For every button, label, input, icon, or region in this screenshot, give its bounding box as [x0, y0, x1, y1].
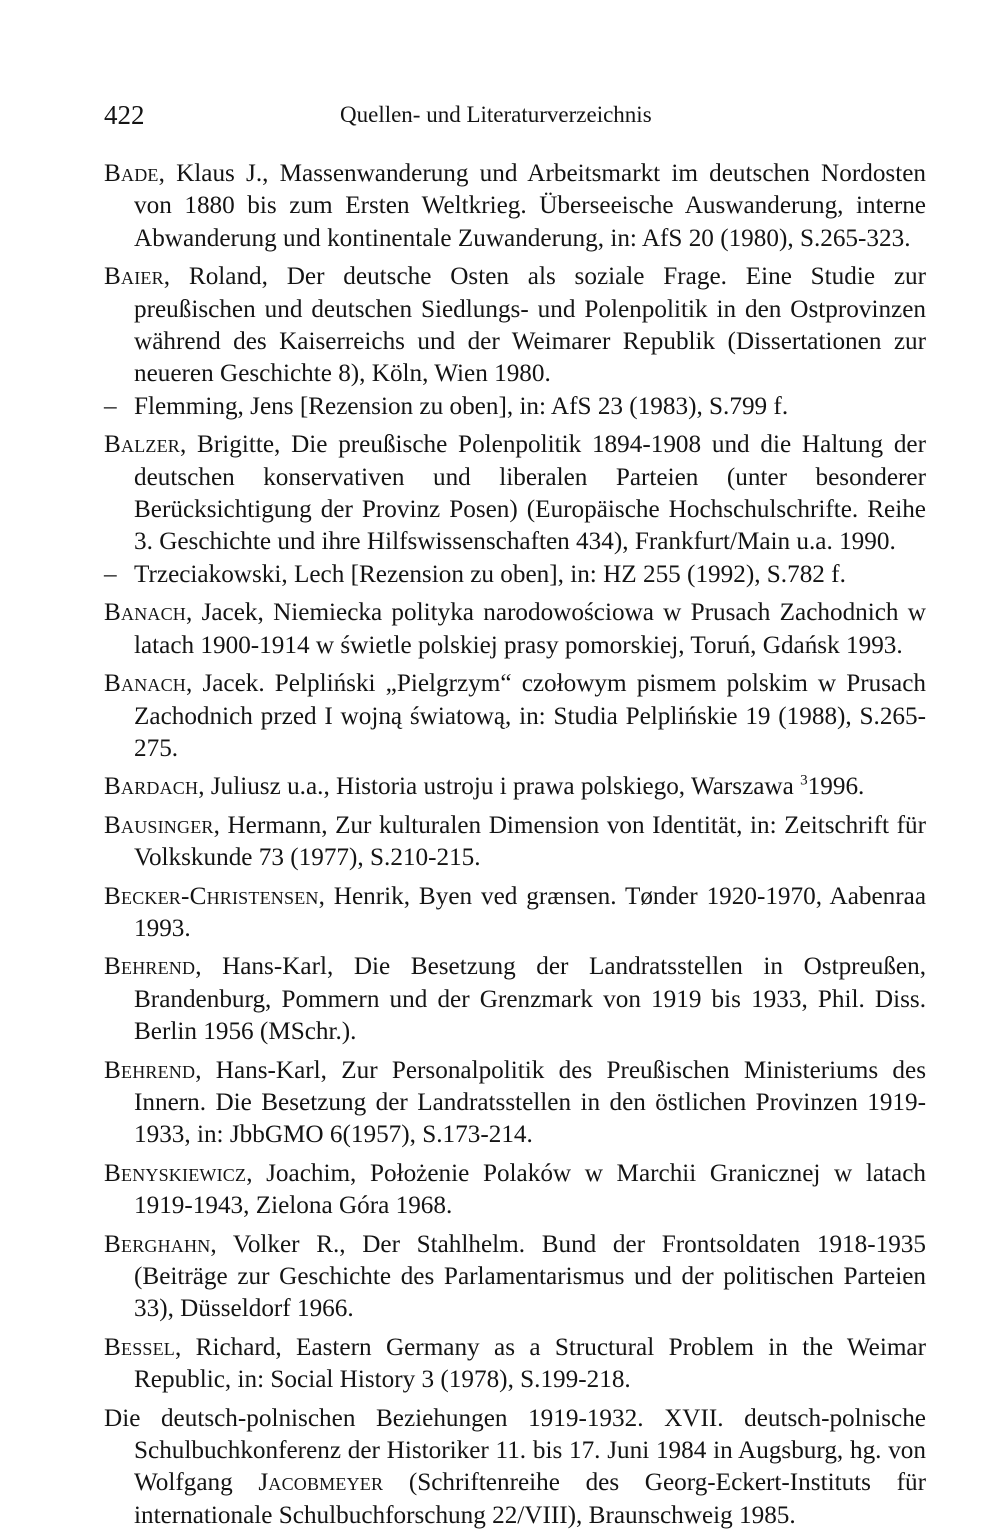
- entry-author: Banach: [104, 599, 187, 627]
- entry-author: Banach: [104, 670, 187, 698]
- entry-text-after: (Schriftenreihe des Georg-Eckert-Instituts für internationale Schulbuchforschung 22/VIII), Braunschweig 1985.: [134, 1469, 927, 1529]
- entry-author: Bausinger: [104, 811, 214, 839]
- entry-text: , Richard, Eastern Germany as a Structural Problem in the Weimar Republic, in: Social History 3 (1978), S.199-218.: [134, 1333, 926, 1394]
- entry-author: Benyskiewicz: [104, 1159, 247, 1187]
- entry-text: Flemming, Jens [Rezension zu oben], in: AfS 23 (1983), S.799 f.: [134, 392, 789, 420]
- entry-editor: Jacobmeyer: [258, 1469, 384, 1497]
- bibliography-entry: [104, 1403, 926, 1533]
- bibliography-entry: [104, 391, 926, 423]
- bibliography-entry: [104, 597, 926, 662]
- entry-author: Bardach: [104, 773, 199, 801]
- entry-author: Baier: [104, 263, 164, 291]
- bibliography-entry: [104, 951, 926, 1048]
- entry-text: , Joachim, Położenie Polaków w Marchii Granicznej w latach 1919-1943, Zielona Góra 1968.: [134, 1159, 926, 1220]
- bibliography-entry: [104, 559, 926, 591]
- entry-dash: –: [104, 392, 117, 420]
- entry-text: , Henrik, Byen ved grænsen. Tønder 1920-1970, Aabenraa 1993.: [134, 882, 926, 942]
- entry-author: Becker-Christensen: [104, 882, 319, 910]
- entry-text: , Jacek. Pelpliński „Pielgrzym“ czołowym pismem polskim w Prusach Zachodnich przed I wojną światową, in: Studia Pelplińskie 19 (1988), S.265-275.: [134, 670, 926, 762]
- running-head: [104, 100, 924, 136]
- bibliography-entry: [104, 1332, 926, 1397]
- entry-text: Die deutsch-polnischen Beziehungen 1919-1932. XVII. deutsch-polnische Schulbuchkonferenz der Historiker 11. bis 17. Juni 1984 in Augsburg, hg. von Wolfgang: [104, 1404, 926, 1497]
- bibliography-entry: [104, 1158, 926, 1223]
- entry-dash: –: [104, 560, 117, 588]
- entry-text: , Jacek, Niemiecka polityka narodowościowa w Prusach Zachodnich w latach 1900-1914 w świetle polskiej prasy pomorskiej, Toruń, Gdańsk 1993.: [134, 599, 926, 659]
- bibliography-entry: [104, 261, 926, 391]
- bibliography-list: [104, 158, 926, 1532]
- bibliography-entry: [104, 429, 926, 559]
- bibliography-entry: [104, 1229, 926, 1326]
- entry-text-after: 1996.: [807, 773, 865, 801]
- entry-author: Berghahn: [104, 1230, 211, 1258]
- entry-text: Trzeciakowski, Lech [Rezension zu oben], in: HZ 255 (1992), S.782 f.: [134, 560, 846, 588]
- bibliography-entry: [104, 668, 926, 765]
- entry-text: , Brigitte, Die preußische Polenpolitik 1894-1908 und die Haltung der deutschen konservativen und liberalen Parteien (unter besonderer Berücksichtigung der Provinz Posen) (Europäische Hochschulschrifte. Reihe 3. Geschichte und ihre Hilfswissenschaften 434), Frankfurt/Main u.a. 1990.: [134, 431, 926, 556]
- entry-text: , Hans-Karl, Die Besetzung der Landratsstellen in Ostpreußen, Brandenburg, Pommern und der Grenzmark von 1919 bis 1933, Phil. Diss. Berlin 1956 (MSchr.).: [134, 953, 926, 1046]
- bibliography-entry: [104, 1055, 926, 1152]
- entry-text: , Volker R., Der Stahlhelm. Bund der Frontsoldaten 1918-1935 (Beiträge zur Geschichte des Parlamentarismus und der politischen Parteien 33), Düsseldorf 1966.: [134, 1230, 926, 1323]
- entry-text: , Hans-Karl, Zur Personalpolitik des Preußischen Ministeriums des Innern. Die Besetzung der Landratsstellen in den östlichen Provinzen 1919-1933, in: JbbGMO 6(1957), S.173-214.: [134, 1056, 926, 1149]
- edition-superscript: 3: [800, 772, 808, 789]
- bibliography-entry: [104, 881, 926, 946]
- running-head-title: Quellen- und Literaturverzeichnis: [340, 102, 652, 127]
- bibliography-entry: [104, 158, 926, 255]
- entry-author: Bade: [104, 160, 159, 187]
- entry-author: Behrend: [104, 953, 196, 981]
- entry-text: , Hermann, Zur kulturalen Dimension von Identität, in: Zeitschrift für Volkskunde 73 (1977), S.210-215.: [134, 811, 926, 872]
- entry-author: Behrend: [104, 1056, 196, 1084]
- entry-text: , Klaus J., Massenwanderung und Arbeitsmarkt im deutschen Nordosten von 1880 bis zum Ersten Weltkrieg. Überseeische Auswanderung, interne Abwanderung und kontinentale Zuwanderung, in: AfS 20 (1980), S.265-323.: [134, 160, 926, 252]
- bibliography-entry: [104, 771, 926, 803]
- page-number: 422: [104, 100, 145, 130]
- bibliography-entry: [104, 810, 926, 875]
- entry-author: Balzer: [104, 431, 180, 459]
- entry-text: , Roland, Der deutsche Osten als soziale Frage. Eine Studie zur preußischen und deutschen Siedlungs- und Polenpolitik in den Ostprovinzen während des Kaiserreichs und der Weimarer Republik (Dissertationen zur neueren Geschichte 8), Köln, Wien 1980.: [134, 263, 926, 388]
- entry-author: Bessel: [104, 1333, 176, 1361]
- entry-text: , Juliusz u.a., Historia ustroju i prawa polskiego, Warszawa: [198, 773, 801, 801]
